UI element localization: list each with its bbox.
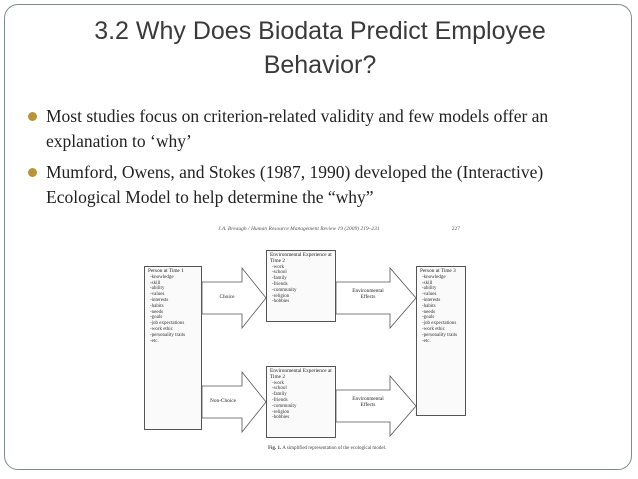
list-item: -personality traits (422, 332, 458, 338)
list-item: -community (272, 287, 297, 293)
bullet-text: Most studies focus on criterion-related validity and few models offer an explanation to ‘why’ (46, 106, 549, 151)
list-item: -values (422, 292, 437, 298)
list-item: -skill (422, 280, 433, 286)
caption-label: Fig. 1. (268, 446, 282, 451)
caption-text: A simplified representation of the ecological model. (282, 446, 387, 451)
env-top-title: Environmental Experience at Time 2 (270, 252, 332, 264)
figure-header: J.A. Breaugh / Human Resource Management Review 19 (2009) 219–231 (218, 226, 380, 232)
list-item: -work (272, 264, 284, 270)
list-item: -goals (422, 315, 435, 321)
list-item: -work ethic (422, 326, 445, 332)
env-experience-bottom-box (266, 366, 336, 438)
bullet-text: Mumford, Owens, and Stokes (1987, 1990) developed the (Interactive) Ecological Model to help determine the “why” (46, 162, 544, 207)
title-line-2: Behavior? (263, 51, 377, 79)
bullet-dot-icon (28, 112, 37, 121)
list-item: -knowledge (422, 274, 446, 280)
nonchoice-label: Non-Choice (210, 398, 236, 404)
env-experience-top-box (266, 250, 336, 322)
list-item: -etc. (422, 338, 431, 344)
person-time1-title: Person at Time 1 (148, 268, 184, 274)
list-item: -hobbies (272, 415, 290, 421)
list-item: -needs (422, 309, 436, 315)
list-item: -school (272, 270, 287, 276)
person-time3-box (416, 266, 466, 416)
list-item: -skill (150, 280, 161, 286)
effects-top-label: Environmental Effects (352, 288, 384, 300)
list-item: -family (272, 392, 287, 398)
bullet-item (22, 160, 612, 210)
list-item: -needs (150, 309, 164, 315)
list-item: -values (150, 292, 165, 298)
list-item: -hobbies (272, 299, 290, 305)
list-item: -ability (422, 286, 437, 292)
env-bottom-title: Environmental Experience at Time 2 (270, 368, 332, 380)
list-item: -religion (272, 293, 290, 299)
bullet-dot-icon (28, 168, 37, 177)
slide-title (60, 14, 580, 82)
list-item: -habits (422, 303, 436, 309)
list-item: -work (272, 380, 284, 386)
list-item: -ability (150, 286, 165, 292)
list-item: -etc. (150, 338, 159, 344)
bullet-item (22, 104, 612, 154)
ecological-model-figure (140, 224, 470, 460)
list-item: -job expectations (422, 321, 457, 327)
choice-label: Choice (219, 294, 235, 300)
list-item: -job expectations (150, 321, 185, 327)
list-item: -religion (272, 409, 290, 415)
list-item: -work ethic (150, 326, 173, 332)
list-item: -friends (272, 281, 288, 287)
list-item: -knowledge (150, 274, 174, 280)
bullet-list (22, 104, 612, 216)
list-item: -interests (422, 297, 441, 303)
list-item: -habits (150, 303, 164, 309)
effects-bottom-label: Environmental Effects (352, 396, 384, 408)
list-item: -personality traits (150, 332, 186, 338)
list-item: -interests (150, 297, 169, 303)
figure-page-number: 227 (451, 226, 460, 232)
list-item: -school (272, 386, 287, 392)
list-item: -family (272, 276, 287, 282)
list-item: -goals (150, 315, 163, 321)
person-time3-title: Person at Time 3 (420, 268, 456, 274)
figure-caption (268, 446, 386, 451)
list-item: -community (272, 403, 297, 409)
title-line-1: 3.2 Why Does Biodata Predict Employee (94, 17, 546, 45)
list-item: -friends (272, 397, 288, 403)
person-time1-box (144, 266, 202, 430)
